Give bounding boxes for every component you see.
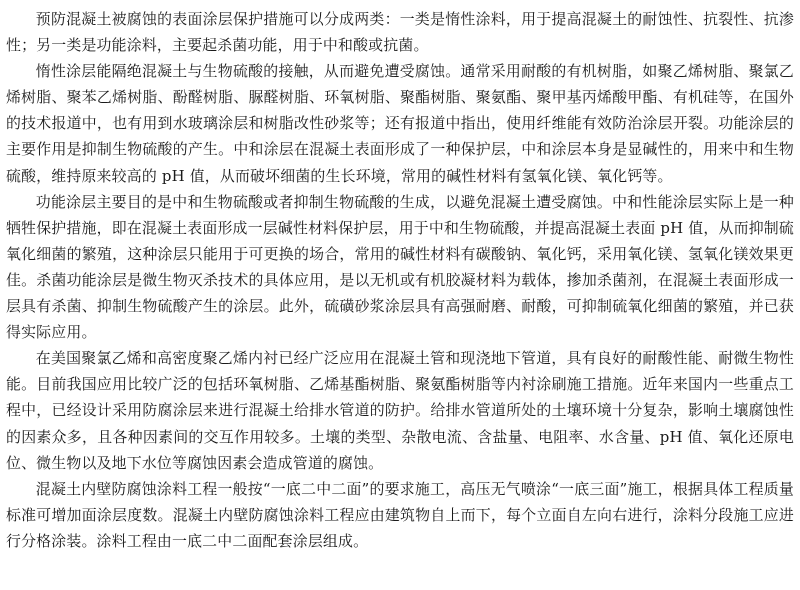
paragraph-functional-coating: 功能涂层主要目的是中和生物硫酸或者抑制生物硫酸的生成，以避免混凝土遭受腐蚀。中和性能涂层实际上是一种牺牲保护措施，即在混凝土表面形成一层碱性材料保护层，用于中和生物硫酸，并提高混凝土表面 pH 值，从而抑制硫氧化细菌的繁殖，这种涂层只能用于可更换的场合，常用的碱性材料有碳酸钠、氧化钙，采用氧化镁、氢氧化镁效果更佳。杀菌功能涂层是微生物灭杀技术的具体应用，是以无机或有机胶凝材料为载体，掺加杀菌剂，在混凝土表面形成一层具有杀菌、抑制生物硫酸产生的涂层。此外，硫磺砂浆涂层具有高强耐磨、耐酸，可抑制硫氧化细菌的繁殖，并已获得实际应用。 <box>6 192 794 342</box>
paragraph-inert-coating: 惰性涂层能隔绝混凝土与生物硫酸的接触，从而避免遭受腐蚀。通常采用耐酸的有机树脂，如聚乙烯树脂、聚氯乙烯树脂、聚苯乙烯树脂、酚醛树脂、脲醛树脂、环氧树脂、聚酯树脂、聚氨酯、聚甲基丙烯酸甲酯、有机硅等，在国外的技术报道中，也有用到水玻璃涂层和树脂改性砂浆等；还有报道中指出，使用纤维能有效防治涂层开裂。功能涂层的主要作用是抑制生物硫酸的产生。中和涂层在混凝土表面形成了一种保护层，中和涂层本身是显碱性的，用来中和生物硫酸，维持原来较高的 pH 值，从而破坏细菌的生长环境，常用的碱性材料有氢氧化镁、氧化钙等。 <box>6 62 794 185</box>
paragraph-surface-coating-types: 预防混凝土被腐蚀的表面涂层保护措施可以分成两类：一类是惰性涂料，用于提高混凝土的耐蚀性、抗裂性、抗渗性；另一类是功能涂料，主要起杀菌功能，用于中和酸或抗菌。 <box>6 10 794 55</box>
paragraph-pipeline-lining: 在美国聚氯乙烯和高密度聚乙烯内衬已经广泛应用在混凝土管和现浇地下管道，具有良好的耐酸性能、耐微生物性能。目前我国应用比较广泛的包括环氧树脂、乙烯基酯树脂、聚氨酯树脂等内衬涂刷施工措施。近年来国内一些重点工程中，已经设计采用防腐涂层来进行混凝土给排水管道的防护。给排水管道所处的土壤环境十分复杂，影响土壤腐蚀性的因素众多，且各种因素间的交互作用较多。土壤的类型、杂散电流、含盐量、电阻率、水含量、pH 值、氧化还原电位、微生物以及地下水位等腐蚀因素会造成管道的腐蚀。 <box>6 349 794 472</box>
paragraph-construction-procedure: 混凝土内壁防腐蚀涂料工程一般按“一底二中二面”的要求施工，高压无气喷涂“一底三面”施工，根据具体工程质量标准可增加面涂层度数。混凝土内壁防腐蚀涂料工程应由建筑物自上而下，每个立面自左向右进行，涂料分段施工应进行分格涂装。涂料工程由一底二中二面配套涂层组成。 <box>6 479 794 550</box>
